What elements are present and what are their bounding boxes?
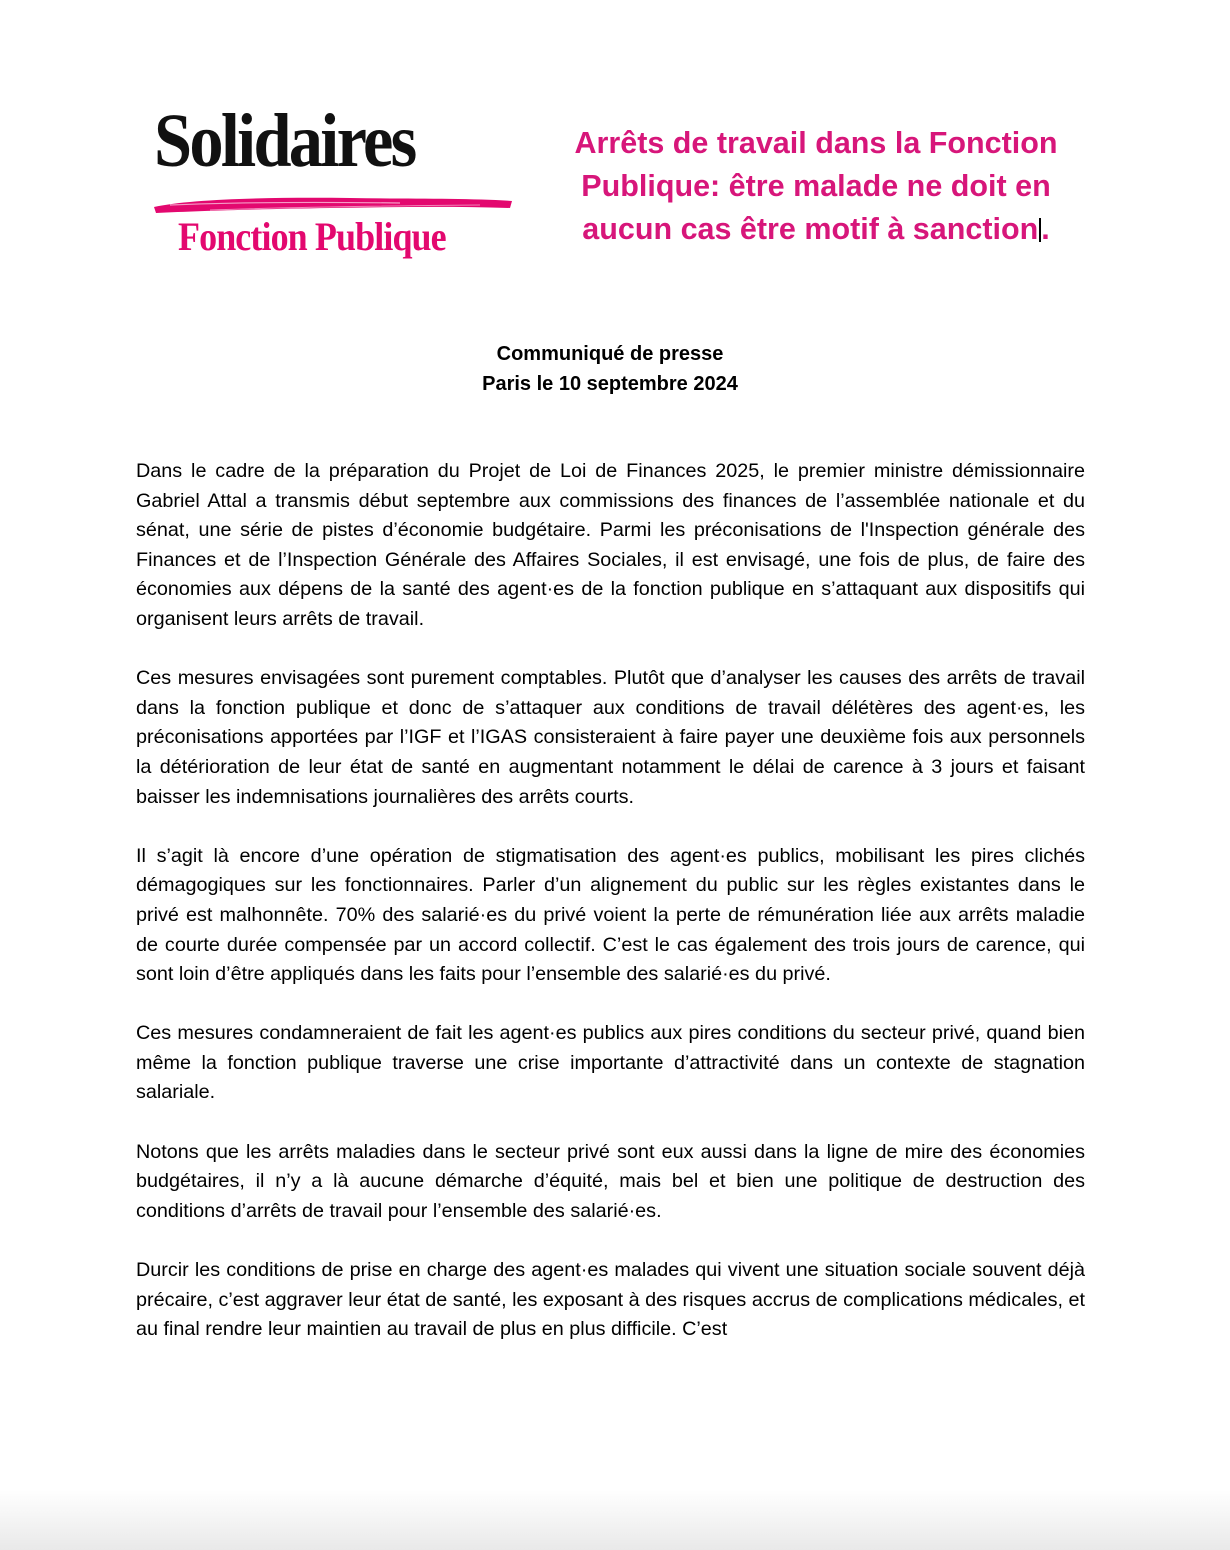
- paragraph: Il s’agit là encore d’une opération de stigmatisation des agent·es publics, mobilisant les pires clichés démagogiques sur les fonctionnaires. Parler d’un alignement du public sur les règles existantes dans le privé est malhonnête. 70% des salarié·es du privé voient la perte de rémunération liée aux arrêts maladie de courte durée compensée par un accord collectif. C’est le cas également des trois jours de carence, qui sont loin d’être appliqués dans les faits pour l’ensemble des salarié·es du privé.: [136, 844, 1085, 986]
- solidaires-logo: [150, 99, 520, 273]
- paragraph: Notons que les arrêts maladies dans le secteur privé sont eux aussi dans la ligne de mire des économies budgétaires, il n’y a là aucune démarche d’équité, mais bel et bien une politique de destruction des conditions d’arrêts de travail pour l’ensemble des salarié·es.: [136, 1140, 1085, 1222]
- headline: [550, 122, 1082, 251]
- logo-wordmark: Solidaires: [154, 99, 415, 183]
- page-bottom-shadow: [0, 1490, 1230, 1550]
- press-release-header: [0, 339, 1220, 399]
- paragraph: Ces mesures envisagées sont purement comptables. Plutôt que d’analyser les causes des arrêts de travail dans la fonction publique et donc de s’attaquer aux conditions de travail délétères des agent·es, les préconisations apportées par l’IGF et l’IGAS consisteraient à faire payer une deuxième fois aux personnels la détérioration de leur état de santé en augmentant notamment le délai de carence à 3 jours et faisant baisser les indemnisations journalières des arrêts courts.: [136, 667, 1085, 808]
- paragraph: Ces mesures condamneraient de fait les agent·es publics aux pires conditions du secteur privé, quand bien même la fonction publique traverse une crise importante d’attractivité dans un contexte de stagnation salariale.: [136, 1022, 1085, 1104]
- headline-trailing: .: [1041, 212, 1050, 246]
- paragraph: Durcir les conditions de prise en charge des agent·es malades qui vivent une situation sociale souvent déjà précaire, c’est aggraver leur état de santé, les exposant à des risques accrus de complications médicales, et au final rendre leur maintien au travail de plus en plus difficile. C’est: [136, 1259, 1085, 1341]
- headline-text: Arrêts de travail dans la Fonction Publique: être malade ne doit en aucun cas être motif à sanction: [574, 126, 1058, 246]
- logo-subtitle: Fonction Publique: [178, 214, 446, 259]
- press-release-dateline: Paris le 10 septembre 2024: [482, 373, 738, 395]
- paragraph: Dans le cadre de la préparation du Projet de Loi de Finances 2025, le premier ministre démissionnaire Gabriel Attal a transmis début septembre aux commissions des finances de l’assemblée nationale et du sénat, une série de pistes d’économie budgétaire. Parmi les préconisations de l'Inspection générale des Finances et de l’Inspection Générale des Affaires Sociales, il est envisagé, une fois de plus, de faire des économies aux dépens de la santé des agent·es de la fonction publique en s’attaquant aux dispositifs qui organisent leurs arrêts de travail.: [136, 460, 1085, 630]
- press-release-type: Communiqué de presse: [496, 343, 724, 365]
- body-text: [136, 457, 1085, 1374]
